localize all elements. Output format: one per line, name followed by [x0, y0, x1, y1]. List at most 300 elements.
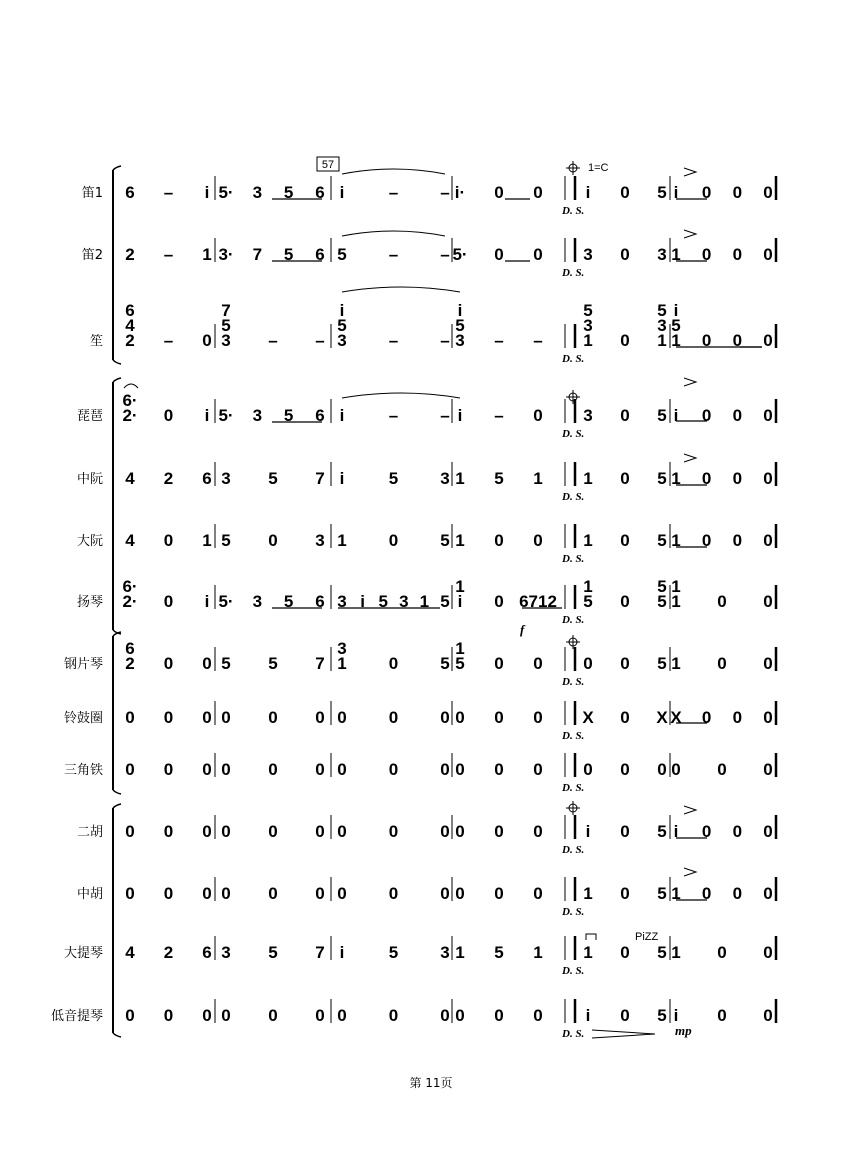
note: 0: [268, 1006, 278, 1025]
note: i: [204, 183, 210, 202]
note: 1: [671, 654, 681, 673]
note: 0: [221, 760, 231, 779]
note: i: [585, 822, 591, 841]
note: 5: [337, 245, 347, 264]
note: 0: [763, 406, 773, 425]
note: 0: [620, 531, 630, 550]
note: 1: [202, 245, 212, 264]
note: 0: [221, 1006, 231, 1025]
note: 3: [221, 331, 231, 350]
note: 3: [440, 469, 450, 488]
note: –: [494, 331, 504, 350]
tie: [342, 231, 445, 236]
note: 5: [671, 316, 681, 335]
note: 0: [533, 406, 543, 425]
note: 5: [657, 592, 667, 611]
note: –: [163, 245, 174, 264]
accent-icon: [684, 806, 696, 814]
note: i·: [454, 183, 466, 202]
note: 1: [583, 577, 593, 596]
note: 0: [315, 884, 325, 903]
note: i: [360, 592, 365, 611]
instrument-name: 中阮: [76, 472, 103, 487]
note: 4: [125, 943, 135, 962]
note: 5: [221, 316, 231, 335]
note: 1: [671, 469, 681, 488]
note: 0: [494, 183, 504, 202]
note: 0: [440, 884, 450, 903]
note: 0: [657, 760, 667, 779]
note: 0: [494, 1006, 504, 1025]
note: 0: [533, 245, 543, 264]
note: 5: [388, 469, 399, 488]
note: 3: [399, 592, 409, 611]
note: 5: [657, 406, 667, 425]
note: 1: [671, 331, 681, 350]
note: 4: [125, 316, 135, 335]
bracket-hook: [113, 378, 121, 634]
note: 0: [315, 822, 325, 841]
note: 6: [125, 639, 135, 658]
note: 2: [125, 245, 135, 264]
note: 1: [671, 592, 681, 611]
note: 0: [533, 183, 543, 202]
note: 0: [717, 654, 727, 673]
note: 5: [455, 316, 465, 335]
instrument-name: 扬琴: [76, 595, 103, 610]
note: 1: [583, 884, 593, 903]
note: 1: [455, 577, 465, 596]
ds-mark: D. S.: [562, 614, 585, 626]
note: i: [204, 592, 210, 611]
key-signature: 1=C: [588, 162, 609, 174]
note: 7: [315, 469, 325, 488]
ds-mark: D. S.: [562, 730, 585, 742]
note: 6: [315, 592, 325, 611]
note: 2: [125, 331, 135, 350]
note: 0: [125, 884, 135, 903]
note: 5: [657, 654, 667, 673]
note: 6: [315, 183, 325, 202]
note: 1: [533, 943, 543, 962]
note: 0: [701, 406, 712, 425]
note: 0: [763, 469, 773, 488]
note: –: [268, 331, 278, 350]
note: 4: [125, 531, 135, 550]
note: 2: [125, 654, 135, 673]
ds-mark: D. S.: [562, 906, 585, 918]
note: 0: [620, 884, 630, 903]
note: 0: [455, 822, 465, 841]
note: 0: [202, 884, 212, 903]
note: 1: [671, 531, 681, 550]
note: 5: [657, 1006, 667, 1025]
coda-icon: [566, 390, 580, 404]
note: 0: [494, 654, 504, 673]
note: 0: [732, 708, 743, 727]
instrument-name: 钢片琴: [63, 657, 103, 672]
note: 3·: [218, 245, 234, 264]
note: 4: [125, 469, 135, 488]
instrument-name: 铃鼓圈: [63, 711, 103, 726]
page-number: 第 11页: [409, 1076, 453, 1090]
note: i: [339, 406, 345, 425]
ds-mark: D. S.: [562, 491, 585, 503]
note: 0: [701, 245, 712, 264]
coda-icon: [566, 635, 580, 649]
note: 0: [125, 1006, 135, 1025]
tie: [342, 169, 445, 174]
note: 5: [283, 245, 294, 264]
note: 6: [202, 943, 212, 962]
note: i: [339, 183, 345, 202]
instrument-name: 二胡: [76, 825, 103, 840]
bracket-hook: [113, 166, 121, 364]
note: 0: [494, 760, 504, 779]
note: 2·: [122, 592, 138, 611]
accent-icon: [684, 454, 696, 462]
instrument-name: 三角铁: [63, 763, 103, 778]
note: 1: [455, 531, 465, 550]
note: 3: [657, 245, 667, 264]
note: 5: [657, 183, 667, 202]
note: 3: [252, 183, 263, 202]
note: 2: [163, 469, 174, 488]
note: –: [388, 406, 399, 425]
pizz-mark: PiZZ: [635, 931, 659, 943]
system-brackets: [113, 166, 121, 1037]
note: 0: [337, 708, 347, 727]
note: 0: [337, 822, 347, 841]
note: 5: [440, 531, 450, 550]
note: –: [440, 183, 450, 202]
note: –: [533, 331, 543, 350]
note: 0: [732, 531, 743, 550]
note: 0: [494, 708, 504, 727]
note: 0: [388, 884, 399, 903]
note: 0: [533, 884, 543, 903]
note: 0: [440, 760, 450, 779]
note: 7: [315, 943, 325, 962]
instrument-name: 笛2: [81, 248, 103, 263]
note: 0: [440, 708, 450, 727]
note: 1: [533, 469, 543, 488]
fermata-icon: [124, 384, 138, 388]
note: 0: [494, 245, 504, 264]
note: 5: [268, 943, 278, 962]
note: 5: [455, 654, 465, 673]
note: 1: [583, 531, 593, 550]
note: 1: [671, 245, 681, 264]
rehearsal-mark: 57: [321, 159, 335, 171]
note: 0: [620, 592, 630, 611]
note: 0: [388, 654, 399, 673]
note: i: [339, 943, 345, 962]
note: 5: [583, 301, 593, 320]
note: 0: [221, 708, 231, 727]
note: 0: [533, 760, 543, 779]
bracket-hook: [113, 632, 121, 794]
note: 0: [620, 406, 630, 425]
accent-icon: [684, 868, 696, 876]
note: 5: [583, 592, 593, 611]
instrument-name: 笛1: [81, 186, 103, 201]
tie: [342, 393, 460, 398]
note: 0: [620, 469, 630, 488]
note: 1: [671, 884, 681, 903]
note: 1: [455, 639, 465, 658]
note: 0: [202, 331, 212, 350]
note: 0: [268, 760, 278, 779]
note: 0: [701, 469, 712, 488]
note: 0: [583, 654, 593, 673]
coda-icon: [566, 161, 580, 175]
note: 5: [657, 822, 667, 841]
note: 6: [125, 183, 135, 202]
note: 0: [620, 331, 630, 350]
ds-mark: D. S.: [562, 676, 585, 688]
note: 0: [533, 708, 543, 727]
note: 0: [732, 245, 743, 264]
note: –: [388, 183, 399, 202]
note: i: [457, 592, 463, 611]
note: 0: [163, 531, 174, 550]
note: 3: [337, 639, 347, 658]
note: 0: [337, 884, 347, 903]
note: 5·: [452, 245, 468, 264]
note: 3: [583, 316, 593, 335]
ds-mark: D. S.: [562, 428, 585, 440]
note: 6·: [122, 577, 138, 596]
note: 0: [455, 884, 465, 903]
note: 0: [202, 654, 212, 673]
note: 3: [337, 331, 347, 350]
note: 0: [701, 531, 712, 550]
note: 0: [163, 884, 174, 903]
note: 0: [388, 1006, 399, 1025]
note: i: [204, 406, 210, 425]
note: 0: [763, 331, 773, 350]
note: 5: [440, 592, 450, 611]
note: 5·: [218, 592, 234, 611]
note: 0: [494, 822, 504, 841]
note: 6: [315, 406, 325, 425]
note: 0: [268, 822, 278, 841]
note: 0: [763, 943, 773, 962]
note: 6: [315, 245, 325, 264]
note: 0: [533, 654, 543, 673]
note: i: [457, 301, 463, 320]
note: 1: [657, 331, 667, 350]
note: 0: [583, 760, 593, 779]
note: 0: [701, 822, 712, 841]
note: 0: [732, 884, 743, 903]
note: 0: [494, 531, 504, 550]
note: 0: [763, 245, 773, 264]
note: 3: [252, 406, 263, 425]
downbow-icon: [586, 934, 596, 940]
note: 7: [252, 245, 263, 264]
note: 0: [388, 708, 399, 727]
note: 1: [337, 654, 347, 673]
note: 3: [252, 592, 263, 611]
note: –: [494, 406, 504, 425]
ds-mark: D. S.: [562, 205, 585, 217]
bracket-hook: [113, 804, 121, 1037]
note: 5: [283, 406, 294, 425]
note: 0: [763, 592, 773, 611]
note: 1: [419, 592, 430, 611]
note: 6712: [519, 592, 557, 611]
note: 1: [583, 331, 593, 350]
note: 1: [202, 531, 212, 550]
note: 3: [221, 469, 231, 488]
note: X: [582, 708, 594, 727]
note: i: [457, 406, 463, 425]
note: 7: [221, 301, 231, 320]
note: 0: [388, 531, 399, 550]
note: 0: [701, 884, 712, 903]
note: 0: [717, 1006, 727, 1025]
note: 0: [620, 245, 630, 264]
note: 3: [657, 316, 667, 335]
note: 0: [125, 708, 135, 727]
note: 0: [763, 822, 773, 841]
note: 5: [221, 531, 231, 550]
note: 0: [440, 1006, 450, 1025]
ds-mark: D. S.: [562, 782, 585, 794]
note: 0: [763, 1006, 773, 1025]
note: 0: [763, 654, 773, 673]
note: 3: [583, 406, 593, 425]
dynamic-f: f: [520, 622, 525, 637]
note: –: [315, 331, 325, 350]
note: 5: [221, 654, 231, 673]
note: 1: [583, 469, 593, 488]
note: 0: [315, 1006, 325, 1025]
note: –: [440, 245, 450, 264]
note: 0: [717, 592, 727, 611]
note: 0: [163, 654, 174, 673]
note: 0: [202, 760, 212, 779]
note: 0: [533, 822, 543, 841]
note: 0: [494, 884, 504, 903]
note: 1: [671, 577, 681, 596]
note: 0: [163, 1006, 174, 1025]
note: 0: [315, 760, 325, 779]
note: 5: [378, 592, 388, 611]
note: i: [673, 1006, 679, 1025]
note: 0: [388, 822, 399, 841]
note: 6: [125, 301, 135, 320]
note: 0: [620, 183, 630, 202]
note: 0: [732, 469, 743, 488]
note: 0: [163, 822, 174, 841]
note: 0: [732, 406, 743, 425]
note: 0: [701, 183, 712, 202]
note: 0: [701, 708, 712, 727]
note: 5: [283, 183, 294, 202]
instrument-name: 中胡: [76, 887, 103, 902]
note: 0: [620, 822, 630, 841]
ds-mark: D. S.: [562, 267, 585, 279]
note: i: [673, 183, 679, 202]
note: 0: [388, 760, 399, 779]
note: 0: [732, 183, 743, 202]
note: 0: [717, 943, 727, 962]
note: 3: [440, 943, 450, 962]
note: 0: [763, 760, 773, 779]
note: 0: [763, 531, 773, 550]
note: i: [673, 301, 679, 320]
note: –: [163, 183, 174, 202]
note: 5: [657, 884, 667, 903]
note: 0: [202, 1006, 212, 1025]
note: 5: [388, 943, 399, 962]
accent-icon: [684, 168, 696, 176]
note: 0: [494, 592, 504, 611]
note: 0: [125, 760, 135, 779]
note: 0: [163, 760, 174, 779]
instrument-name: 大提琴: [63, 946, 103, 961]
note: 7: [315, 654, 325, 673]
note: 0: [763, 183, 773, 202]
note: 0: [620, 654, 630, 673]
note: i: [585, 183, 591, 202]
instrument-labels: [51, 186, 103, 1024]
note: 6·: [122, 391, 138, 410]
note: 0: [202, 708, 212, 727]
note: 5·: [218, 406, 234, 425]
note: 5: [657, 531, 667, 550]
note: 0: [732, 331, 743, 350]
ds-mark: D. S.: [562, 1028, 585, 1040]
note: 0: [671, 760, 681, 779]
note: 0: [337, 1006, 347, 1025]
note: 1: [455, 469, 465, 488]
note: –: [388, 331, 399, 350]
note: 5: [657, 577, 667, 596]
note: 0: [717, 760, 727, 779]
note: 0: [163, 708, 174, 727]
note: 5: [657, 943, 667, 962]
note: i: [585, 1006, 591, 1025]
note: –: [163, 331, 174, 350]
note: 0: [163, 592, 174, 611]
note: 0: [268, 884, 278, 903]
ds-mark: D. S.: [562, 844, 585, 856]
note: 0: [455, 760, 465, 779]
note: 0: [763, 884, 773, 903]
note: 1: [337, 531, 347, 550]
diminuendo-hairpin: [592, 1030, 655, 1038]
note: 0: [620, 943, 630, 962]
note: 1: [455, 943, 465, 962]
note: i: [673, 406, 679, 425]
note: 0: [620, 1006, 630, 1025]
note: 3: [337, 592, 347, 611]
note: 0: [455, 708, 465, 727]
note: 0: [732, 822, 743, 841]
note: 5: [283, 592, 294, 611]
note: 5: [440, 654, 450, 673]
coda-icon: [566, 801, 580, 815]
tie: [342, 287, 460, 292]
dynamic-mp: mp: [675, 1023, 692, 1038]
ds-mark: D. S.: [562, 965, 585, 977]
note: 0: [268, 708, 278, 727]
note: i: [673, 822, 679, 841]
